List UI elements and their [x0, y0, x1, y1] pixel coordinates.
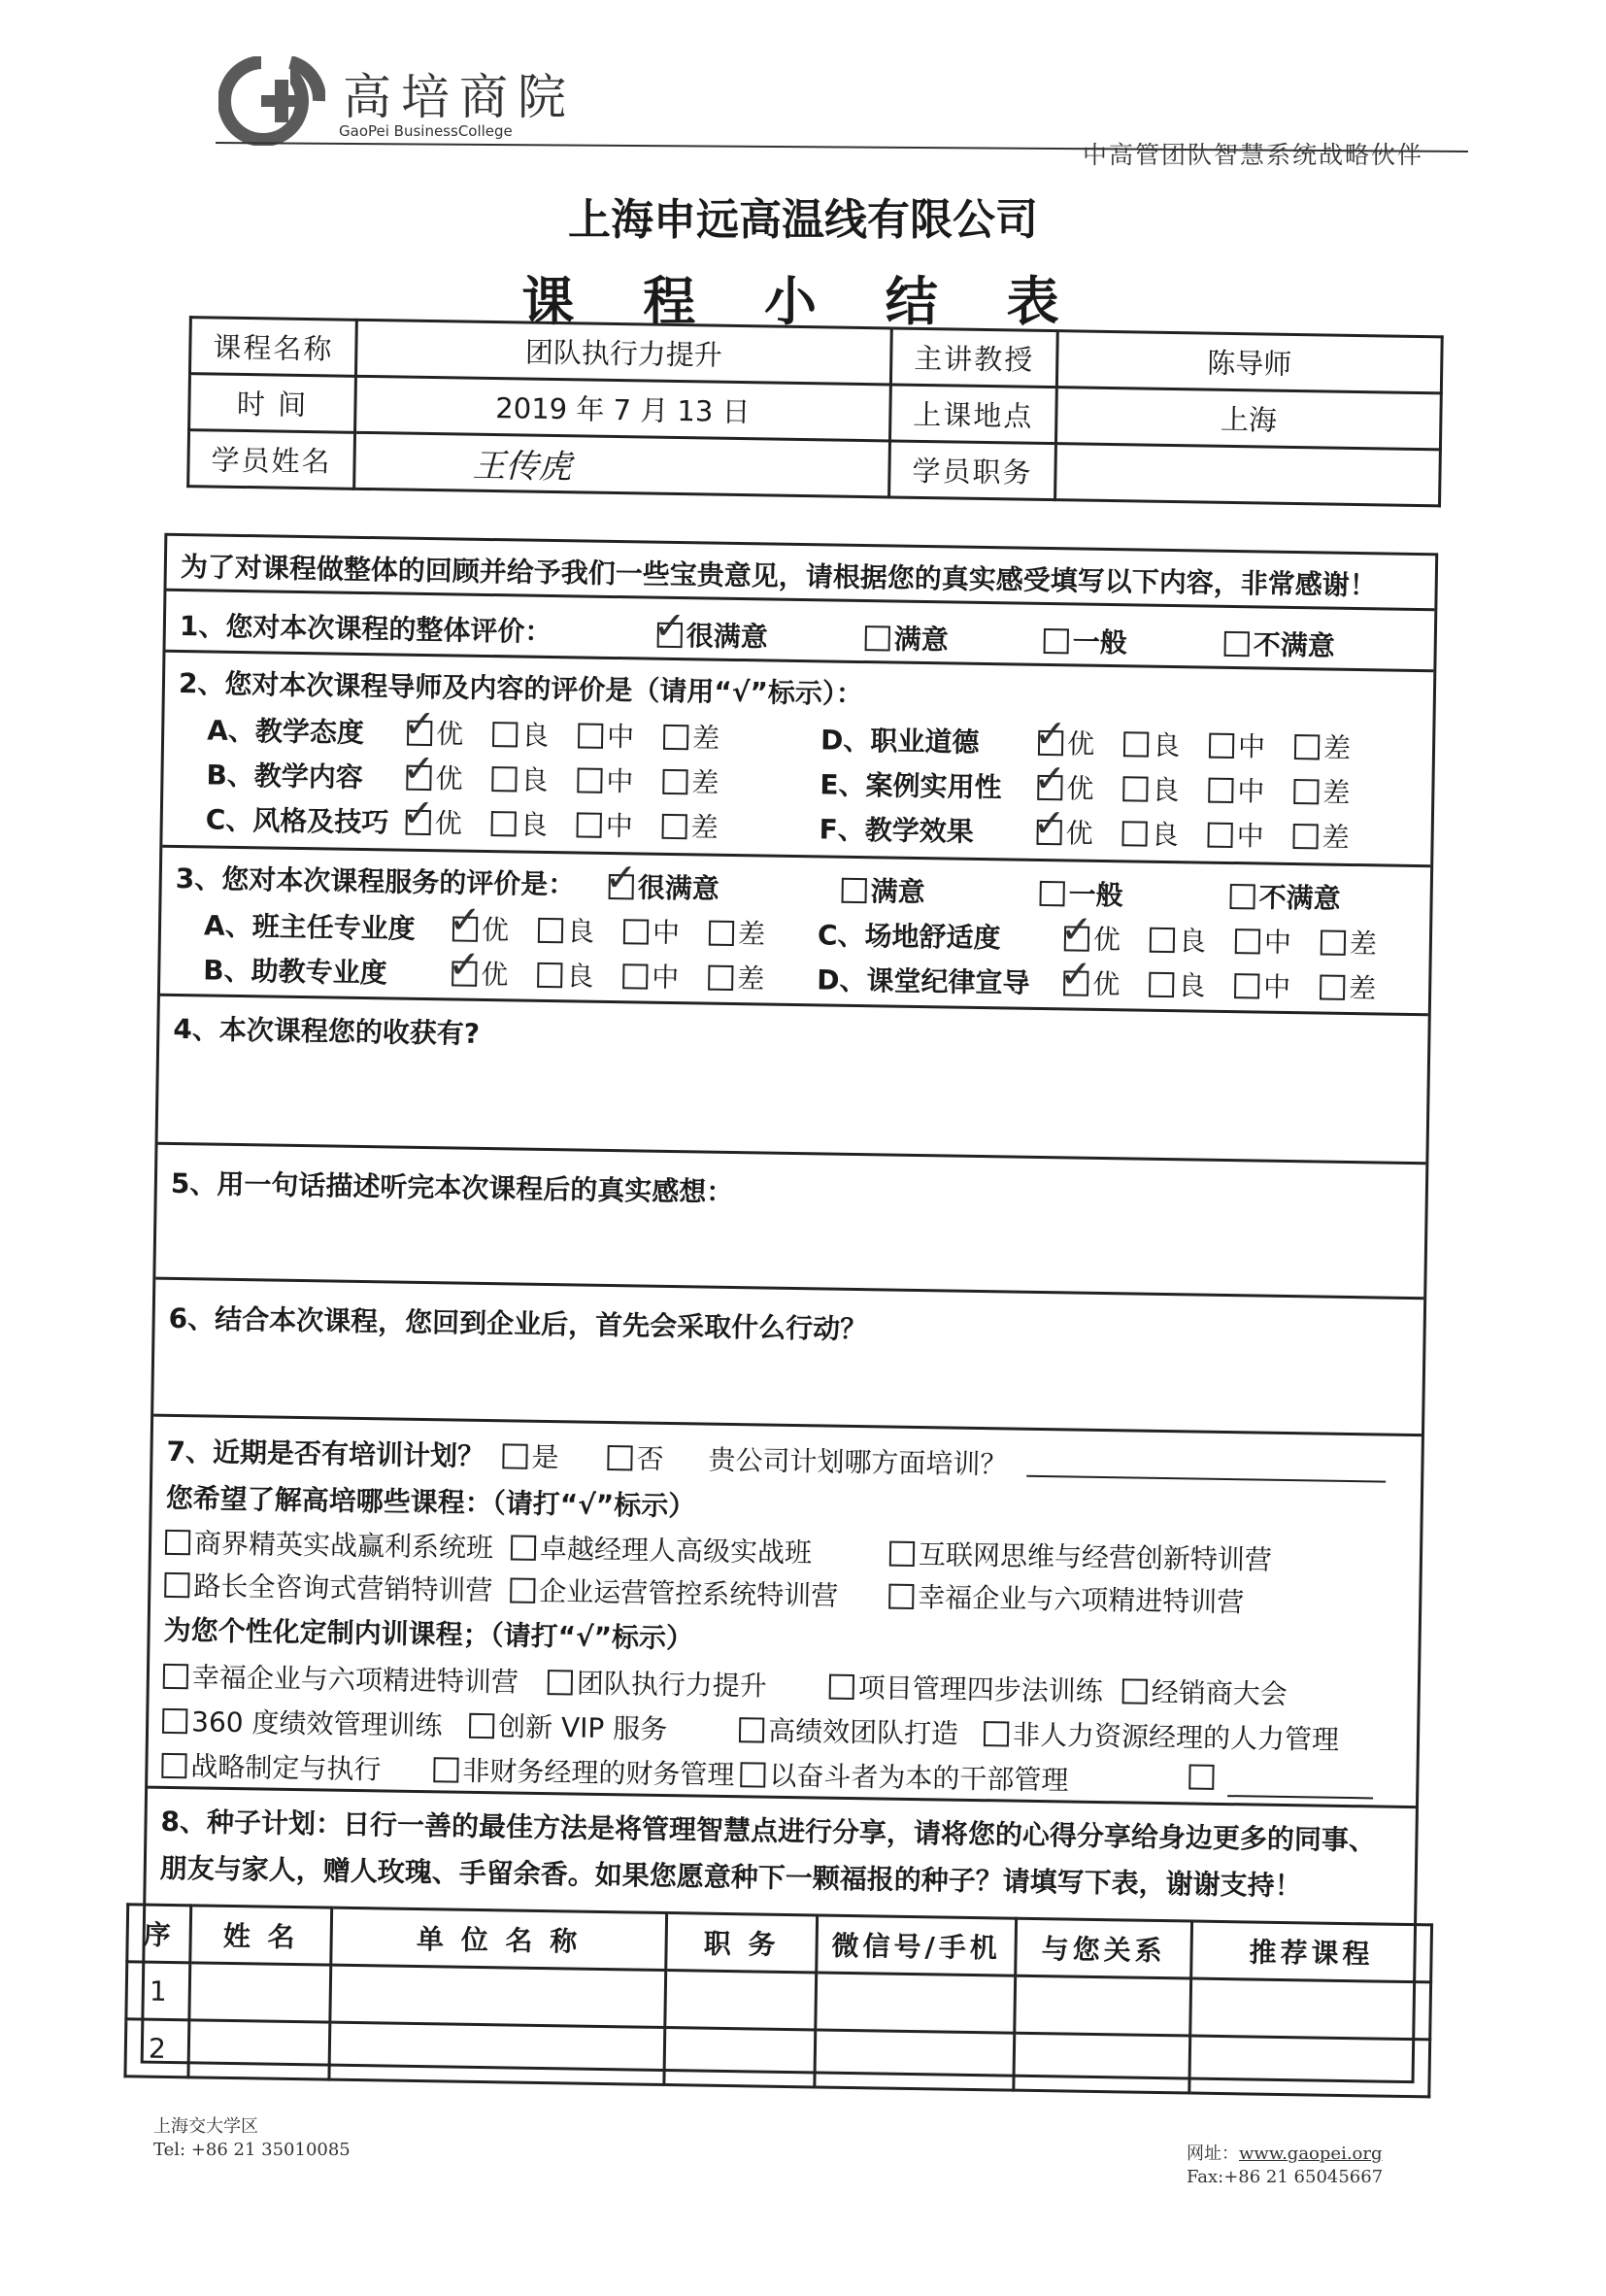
check-mark-icon: ✓ [448, 942, 482, 988]
rating-item-label: A、班主任专业度 [203, 909, 416, 945]
checkbox[interactable] [1039, 881, 1064, 906]
rating-option[interactable]: 差 [661, 806, 719, 846]
checkbox[interactable] [1235, 929, 1260, 954]
checkbox[interactable] [1293, 779, 1319, 804]
checkbox[interactable] [623, 919, 649, 944]
q7-yes-option[interactable]: 是 [502, 1435, 559, 1475]
checkbox[interactable] [663, 725, 688, 750]
rating-option[interactable]: 良 [1149, 964, 1206, 1004]
q7-which-label: 贵公司计划哪方面培训？ [708, 1443, 1008, 1481]
seed-cell[interactable] [665, 1971, 817, 2030]
checkbox[interactable] [662, 769, 687, 794]
checkbox[interactable] [1229, 884, 1255, 909]
checkbox[interactable] [1032, 800, 1066, 847]
rating-option[interactable]: 差 [709, 913, 766, 953]
check-mark-icon: ✓ [402, 701, 437, 748]
checkbox[interactable] [1122, 776, 1148, 801]
q8-row [144, 1789, 1416, 2080]
seed-cell[interactable] [188, 2020, 330, 2079]
checkbox[interactable] [165, 1530, 190, 1555]
rating-option[interactable]: ✓ 优 [448, 897, 510, 947]
student-name-value[interactable]: 王传虎 [354, 432, 890, 497]
seed-cell[interactable] [330, 1965, 666, 2027]
rating-option[interactable]: ✓ 优 [401, 791, 463, 840]
seed-cell[interactable] [1189, 2036, 1430, 2097]
time-value[interactable]: 2019 年 7 月 13 日 [355, 376, 891, 441]
course-name-label: 课程名称 [189, 318, 356, 377]
course-option[interactable]: 企业运营管控系统特训营 [510, 1570, 839, 1613]
rating-option[interactable]: ✓ 优 [448, 942, 509, 992]
checkbox[interactable] [1207, 823, 1232, 848]
checkbox[interactable] [829, 1674, 854, 1700]
seed-cell[interactable] [664, 2028, 816, 2087]
course-option[interactable]: 非财务经理的财务管理 [433, 1749, 735, 1793]
q1-option-unsatisfied[interactable]: 不满意 [1223, 624, 1335, 664]
checkbox[interactable] [622, 963, 648, 989]
checkbox[interactable] [604, 855, 638, 901]
rating-option[interactable]: ✓ 优 [1059, 952, 1121, 1001]
checkbox[interactable] [448, 942, 482, 988]
rating-option[interactable]: 良 [491, 759, 549, 798]
rating-option[interactable]: 差 [1321, 922, 1378, 962]
checkbox[interactable] [1059, 907, 1093, 953]
course-option[interactable]: 高绩效团队打造 [739, 1709, 959, 1752]
student-position-value[interactable] [1055, 444, 1441, 506]
q7-which-input[interactable] [1026, 1475, 1386, 1483]
checkbox[interactable] [888, 1584, 914, 1609]
footer-tel: Tel: +86 21 35010085 [153, 2140, 351, 2160]
rating-option[interactable]: 差 [1292, 816, 1350, 856]
checkbox[interactable] [652, 603, 686, 650]
rating-item-label: C、风格及技巧 [205, 803, 389, 839]
seed-cell[interactable] [815, 2030, 1015, 2090]
checkbox[interactable] [510, 1577, 535, 1603]
check-mark-icon: ✓ [652, 603, 686, 650]
check-mark-icon: ✓ [448, 897, 483, 943]
rating-option[interactable]: ✓ 优 [1033, 756, 1094, 805]
student-name-label: 学员姓名 [188, 430, 355, 490]
q6-row [153, 1280, 1423, 1436]
place-value[interactable]: 上海 [1055, 388, 1441, 450]
checkbox[interactable] [577, 767, 602, 793]
col-contact: 微信号/手机 [817, 1915, 1017, 1975]
checkbox[interactable] [1123, 731, 1149, 757]
checkbox[interactable] [1044, 628, 1069, 654]
checkbox[interactable] [1149, 972, 1174, 997]
q5-row [155, 1145, 1425, 1300]
rating-option[interactable]: 良 [1123, 724, 1181, 763]
q6-question: 6、结合本次课程，您回到企业后，首先会采取什么行动？ [168, 1301, 868, 1346]
checkbox[interactable] [1320, 974, 1345, 999]
rating-option[interactable]: 差 [1293, 771, 1351, 811]
place-label: 上课地点 [889, 385, 1056, 444]
seed-plan-table [123, 1903, 1433, 2098]
rating-option[interactable]: 中 [1207, 815, 1264, 855]
rating-item-label: B、教学内容 [206, 759, 364, 793]
checkbox[interactable] [491, 811, 517, 836]
checkbox[interactable] [984, 1721, 1009, 1746]
checkbox[interactable] [448, 897, 483, 943]
checkbox[interactable] [1122, 1678, 1148, 1704]
check-mark-icon: ✓ [604, 855, 638, 901]
checkbox[interactable] [1209, 733, 1234, 759]
checkbox[interactable] [709, 921, 734, 946]
check-mark-icon: ✓ [1032, 800, 1066, 847]
checkbox[interactable] [548, 1670, 573, 1695]
footer-address: 上海交大学区 [153, 2116, 258, 2137]
rating-option[interactable]: 中 [1234, 965, 1291, 1005]
footer-right [1187, 2143, 1383, 2189]
checkbox[interactable] [578, 723, 603, 748]
footer-web-label: 网址： [1187, 2144, 1239, 2164]
course-option[interactable]: 360 度绩效管理训练 [162, 1701, 443, 1744]
rating-option[interactable]: ✓ 优 [1033, 711, 1095, 760]
q4-row [158, 996, 1428, 1165]
rating-option[interactable]: 中 [1208, 770, 1265, 810]
rating-option[interactable]: 差 [662, 761, 719, 801]
checkbox[interactable] [662, 814, 687, 839]
course-option[interactable]: 互联网思维与经营创新特训营 [889, 1534, 1273, 1578]
rating-option[interactable]: 良 [490, 803, 548, 843]
check-mark-icon: ✓ [401, 791, 435, 837]
q1-option-satisfied[interactable]: 满意 [864, 618, 949, 658]
q7-question: 7、近期是否有培训计划？ [166, 1435, 485, 1473]
survey-intro: 为了对课程做整体的回顾并给予我们一些宝贵意见，请根据您的真实感受填写以下内容，非常感谢！ [180, 550, 1377, 602]
lecturer-value[interactable]: 陈导师 [1056, 331, 1442, 393]
checkbox[interactable] [469, 1713, 494, 1739]
rating-option[interactable]: 中 [576, 804, 633, 844]
custom-courses-title: 为您个性化定制内训课程；（请打“√”标示） [163, 1613, 694, 1655]
checkbox[interactable] [1292, 824, 1318, 849]
want-courses-title: 您希望了解高培哪些课程：（请打“√”标示） [165, 1481, 696, 1523]
checkbox[interactable] [1234, 973, 1259, 998]
checkbox[interactable] [401, 791, 435, 837]
q3-question: 3、您对本次课程服务的评价是： [175, 861, 576, 901]
checkbox[interactable] [1121, 821, 1147, 846]
course-info-table [186, 316, 1444, 507]
time-label: 时 间 [189, 374, 356, 433]
checkbox[interactable] [842, 878, 867, 903]
course-option[interactable]: 以奋斗者为本的干部管理 [740, 1754, 1069, 1798]
q5-question: 5、用一句话描述听完本次课程后的真实感想： [170, 1166, 734, 1209]
checkbox[interactable] [491, 766, 517, 792]
q3-row [160, 848, 1430, 1016]
custom-other-input[interactable] [1227, 1795, 1373, 1799]
q7-no-option[interactable]: 否 [607, 1437, 664, 1477]
rating-item-label: A、教学态度 [206, 714, 365, 749]
course-option[interactable]: 幸福企业与六项精进特训营 [888, 1576, 1245, 1621]
course-option[interactable]: 团队执行力提升 [548, 1662, 768, 1705]
rating-option[interactable]: 良 [1121, 813, 1179, 853]
rating-option[interactable]: 良 [1122, 768, 1180, 808]
footer-web-link[interactable]: www.gaopei.org [1239, 2144, 1383, 2164]
checkbox[interactable] [502, 1443, 527, 1469]
checkbox[interactable] [433, 1757, 458, 1782]
course-option[interactable]: 创新 VIP 服务 [469, 1705, 668, 1747]
seed-cell[interactable] [1014, 2033, 1190, 2093]
rating-item-label: E、案例实用性 [820, 768, 1002, 804]
rating-option[interactable]: 中 [623, 911, 681, 951]
checkbox[interactable] [511, 1535, 536, 1560]
q7-row [148, 1417, 1422, 1808]
checkbox[interactable] [1188, 1764, 1214, 1789]
rating-item-label: F、教学效果 [819, 813, 975, 848]
q3-option-very-satisfied[interactable]: ✓ 很满意 [604, 855, 719, 905]
rating-option[interactable]: 差 [708, 958, 765, 997]
survey-section [141, 533, 1439, 2083]
col-name: 姓 名 [190, 1906, 332, 1965]
checkbox[interactable] [1224, 631, 1250, 657]
rating-option[interactable]: 差 [1320, 966, 1377, 1006]
q1-question: 1、您对本次课程的整体评价： [179, 609, 552, 649]
course-option[interactable]: 非人力资源经理的人力管理 [984, 1713, 1340, 1758]
checkbox[interactable] [1033, 756, 1067, 802]
check-mark-icon: ✓ [1059, 907, 1093, 953]
q8-line2: 朋友与家人，赠人玫瑰、手留余香。如果您愿意种下一颗福报的种子？请填写下表，谢谢支持！ [159, 1851, 1302, 1903]
col-company: 单 位 名 称 [331, 1908, 667, 1970]
checkbox[interactable] [1321, 929, 1346, 955]
rating-option[interactable]: ✓ 优 [1032, 800, 1093, 850]
checkbox[interactable] [889, 1541, 915, 1567]
checkbox[interactable] [865, 625, 890, 651]
footer-left [153, 2115, 351, 2162]
check-mark-icon: ✓ [1033, 756, 1067, 802]
course-option[interactable]: 幸福企业与六项精进特训营 [163, 1656, 519, 1701]
rating-option[interactable]: 中 [1209, 726, 1266, 765]
checkbox[interactable] [402, 701, 437, 748]
course-option[interactable]: 经销商大会 [1121, 1671, 1288, 1712]
rating-option[interactable]: 中 [577, 760, 634, 799]
checkbox[interactable] [402, 746, 436, 793]
lecturer-label: 主讲教授 [890, 328, 1057, 388]
check-mark-icon: ✓ [402, 746, 436, 793]
row-index: 1 [126, 1962, 190, 2020]
rating-option[interactable]: 中 [622, 956, 680, 996]
footer-fax: Fax:+86 21 65045667 [1187, 2167, 1384, 2187]
col-index: 序 [127, 1905, 191, 1963]
checkbox[interactable] [740, 1762, 765, 1787]
q8-line1: 8、种子计划：日行一善的最佳方法是将管理智慧点进行分享，请将您的心得分享给身边更多的同事、 [160, 1805, 1377, 1857]
rating-option[interactable]: ✓ 优 [402, 701, 464, 751]
seed-cell[interactable] [1190, 1978, 1431, 2040]
rating-option[interactable]: 良 [1150, 920, 1207, 960]
checkbox[interactable] [538, 918, 563, 943]
rating-option[interactable]: 差 [1294, 726, 1352, 766]
course-option[interactable]: 卓越经理人高级实战班 [511, 1527, 813, 1570]
q1-option-average[interactable]: 一般 [1043, 621, 1127, 660]
logo-text-cn: 高培商院 [343, 69, 576, 125]
rating-option[interactable]: 中 [578, 715, 635, 755]
course-option[interactable]: 商界精英实战赢利系统班 [165, 1522, 494, 1566]
course-option[interactable]: 战略制定与执行 [161, 1745, 382, 1788]
checkbox[interactable] [708, 965, 733, 991]
company-name: 上海申远高温线有限公司 [568, 195, 1038, 245]
checkbox[interactable] [492, 722, 518, 747]
q3-option-satisfied[interactable]: 满意 [841, 870, 925, 910]
logo-text-en: GaoPei BusinessCollege [339, 122, 513, 140]
check-mark-icon: ✓ [1033, 711, 1068, 758]
checkbox[interactable] [1208, 778, 1233, 803]
rating-option[interactable]: ✓ 优 [402, 746, 463, 795]
rating-option[interactable]: 良 [492, 714, 550, 754]
checkbox[interactable] [164, 1572, 189, 1598]
rating-item-label: C、场地舒适度 [817, 919, 1001, 955]
checkbox[interactable] [161, 1753, 186, 1778]
course-option[interactable]: 项目管理四步法训练 [829, 1667, 1104, 1709]
seed-cell[interactable] [189, 1963, 331, 2022]
seed-cell[interactable] [1015, 1975, 1191, 2036]
check-mark-icon: ✓ [1059, 952, 1093, 997]
rating-option[interactable]: 良 [538, 910, 595, 950]
col-relation: 与您关系 [1016, 1918, 1192, 1978]
checkbox[interactable] [1294, 734, 1320, 760]
checkbox[interactable] [1150, 928, 1175, 953]
checkbox[interactable] [607, 1445, 632, 1470]
col-course: 推荐课程 [1191, 1921, 1432, 1982]
rating-option[interactable]: ✓ 优 [1059, 907, 1121, 957]
rating-item-label: D、职业道德 [820, 724, 980, 759]
course-option[interactable] [1188, 1761, 1219, 1793]
checkbox[interactable] [163, 1664, 188, 1689]
rating-option[interactable]: 差 [663, 717, 720, 757]
rating-option[interactable]: 良 [537, 955, 594, 995]
row-index: 2 [125, 2019, 189, 2077]
rating-item-label: B、助教专业度 [203, 954, 387, 990]
col-title: 职 务 [666, 1913, 818, 1973]
checkbox[interactable] [577, 812, 602, 837]
q3-option-average[interactable]: 一般 [1039, 873, 1123, 913]
course-option[interactable]: 路长全咨询式营销特训营 [164, 1565, 493, 1608]
q1-option-very-satisfied[interactable]: ✓ 很满意 [652, 603, 769, 654]
seed-cell[interactable] [329, 2022, 665, 2084]
q2-question: 2、您对本次课程导师及内容的评价是（请用“√”标示）： [178, 666, 864, 711]
partner-tagline: 中高管团队智慧系统战略伙伴 [1083, 141, 1424, 169]
checkbox[interactable] [162, 1708, 187, 1734]
q4-question: 4、本次课程您的收获有? [173, 1012, 481, 1050]
rating-item-label: D、课堂纪律宣导 [816, 963, 1030, 999]
student-position-label: 学员职务 [889, 441, 1056, 500]
form-title: 课 程 小 结 表 [521, 270, 1085, 332]
rating-option[interactable]: 中 [1235, 921, 1292, 961]
q2-row [162, 653, 1433, 867]
course-name-value[interactable]: 团队执行力提升 [355, 320, 891, 385]
checkbox[interactable] [537, 962, 562, 988]
checkbox[interactable] [1059, 952, 1093, 997]
seed-cell[interactable] [816, 1973, 1016, 2033]
checkbox[interactable] [1033, 711, 1068, 758]
checkbox[interactable] [739, 1717, 764, 1742]
q3-option-unsatisfied[interactable]: 不满意 [1229, 876, 1341, 917]
